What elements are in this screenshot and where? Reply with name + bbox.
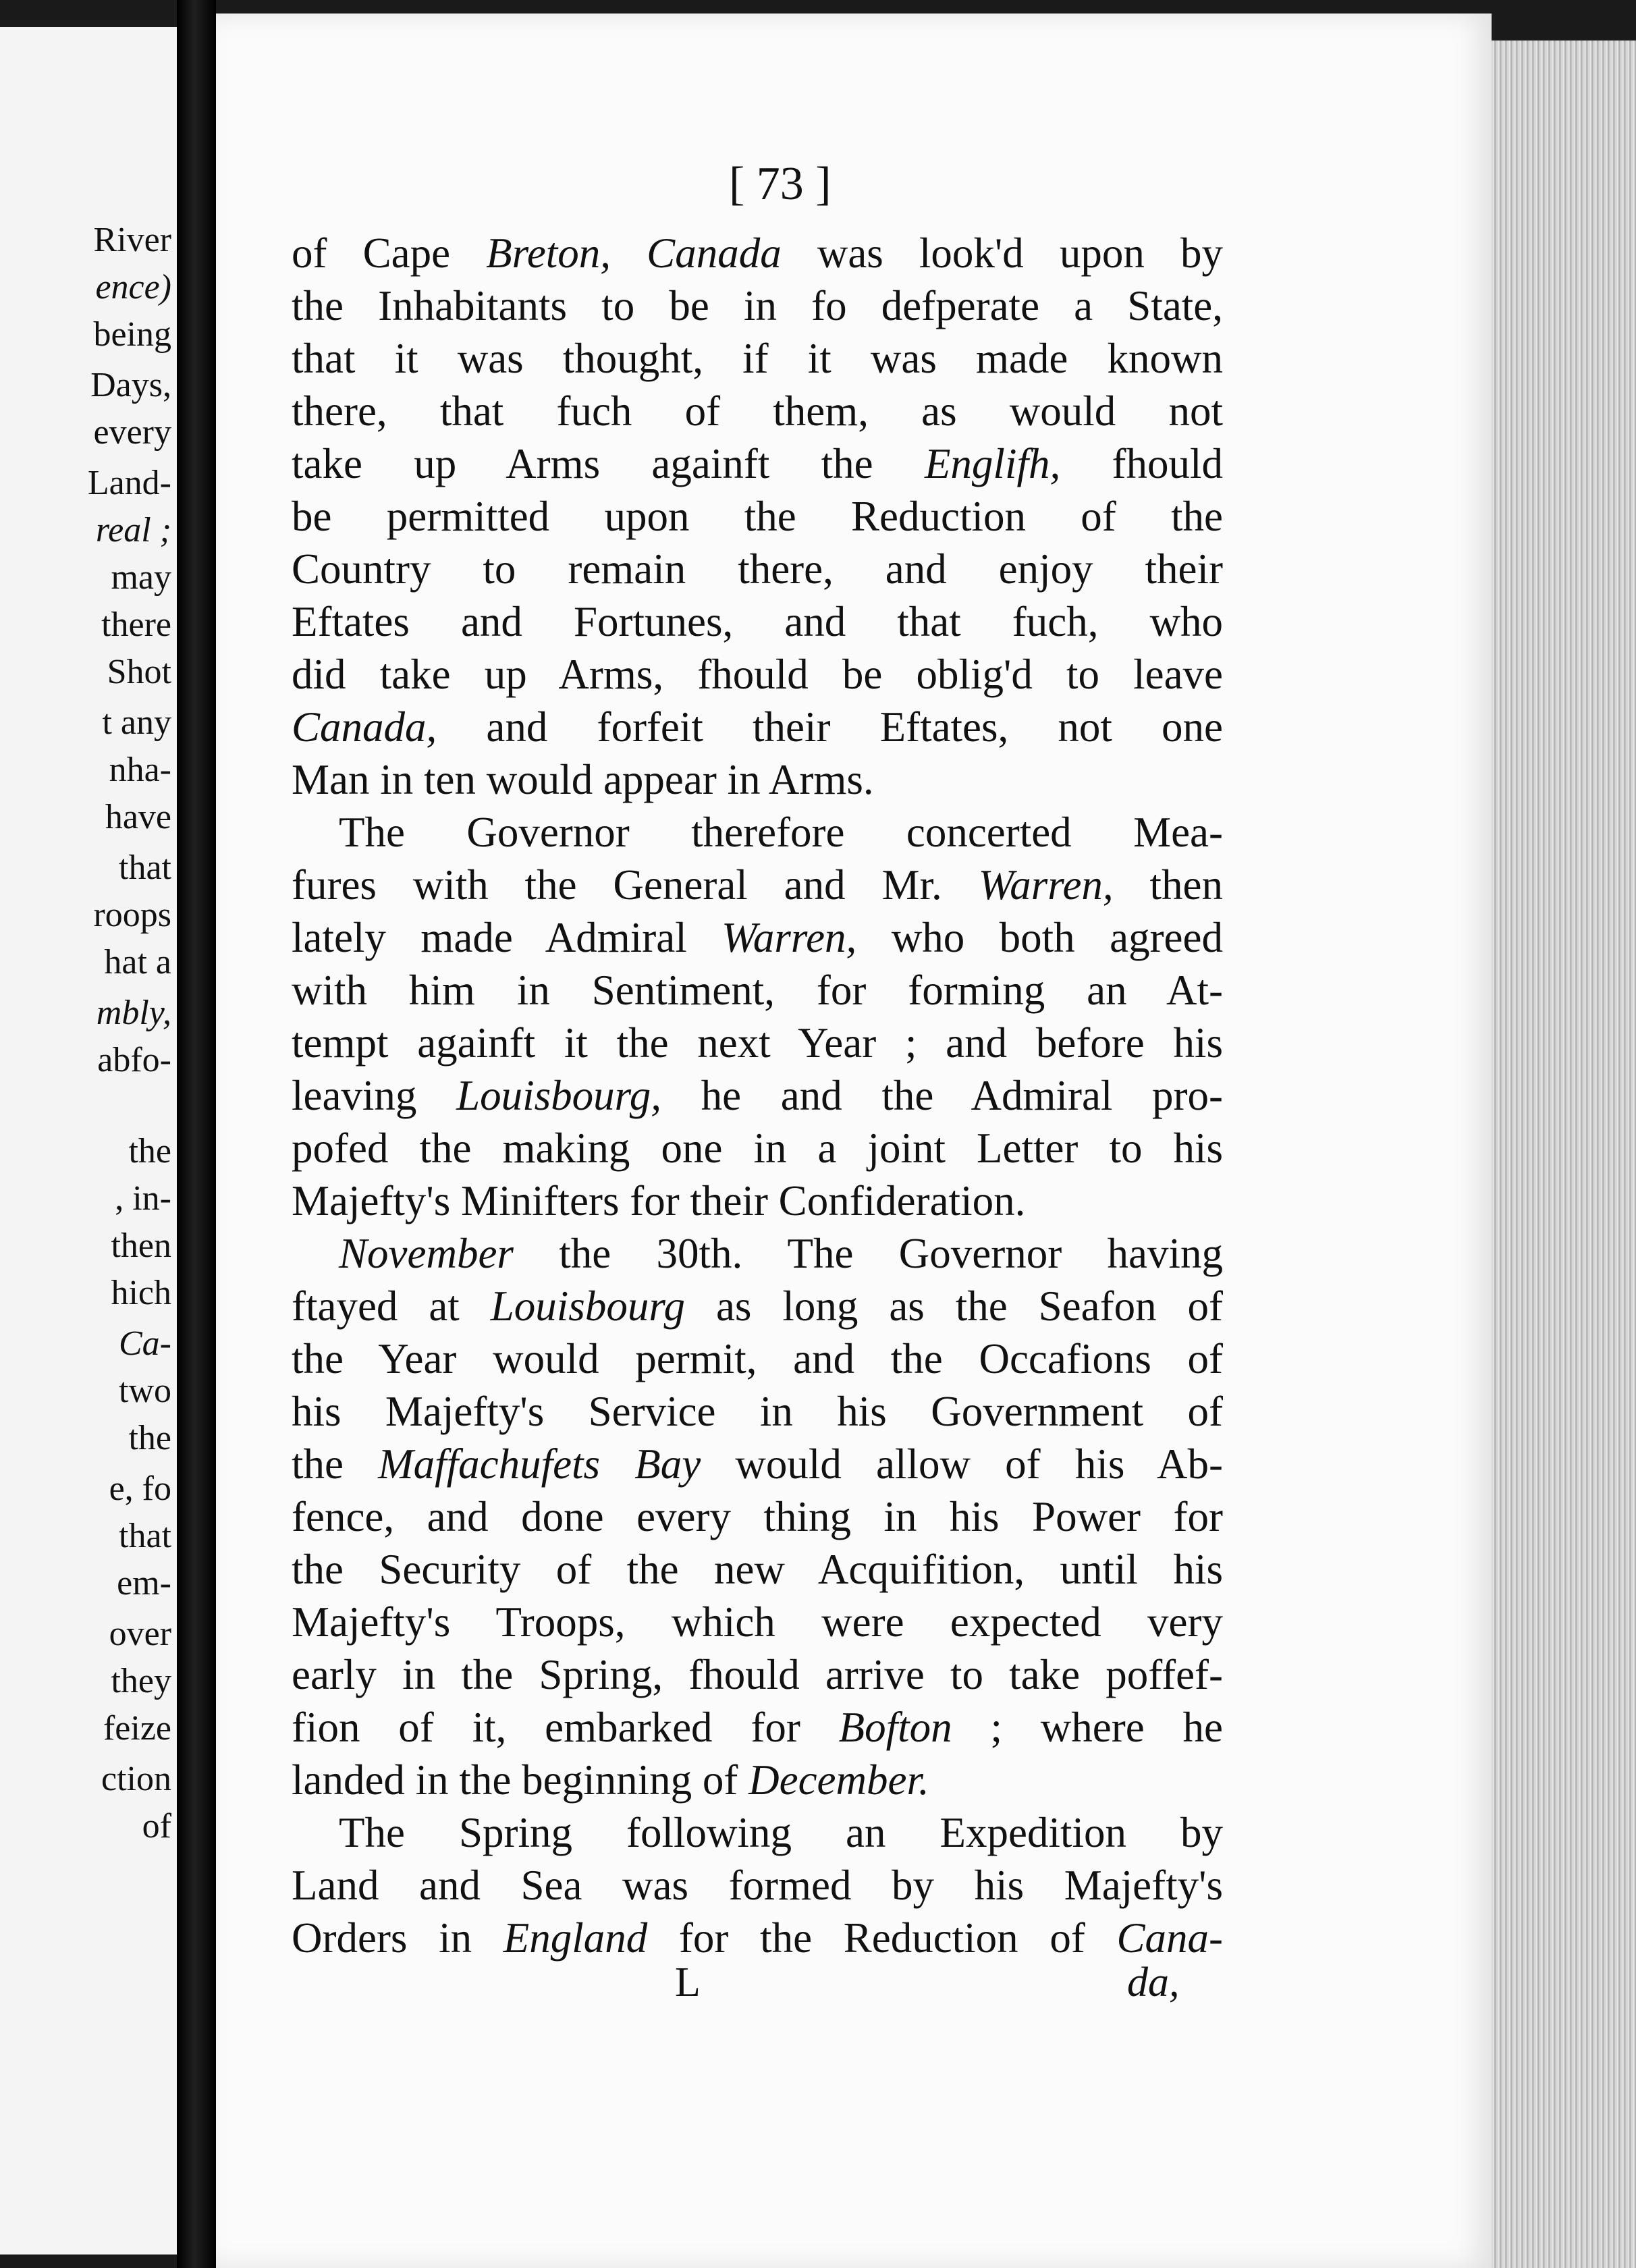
text-line bbox=[292, 648, 1223, 701]
italic-text: Louisbourg, bbox=[456, 1072, 662, 1119]
text-line bbox=[292, 1069, 1223, 1122]
left-page-fragment: , in- bbox=[115, 1179, 171, 1218]
text-segment: Majefty's Troops, which were expected very bbox=[292, 1598, 1223, 1646]
left-page-fragment: ction bbox=[101, 1760, 171, 1798]
italic-text: Cana- bbox=[1116, 1914, 1223, 1962]
text-line bbox=[292, 1648, 1223, 1701]
left-page-fragment: t any bbox=[102, 703, 171, 742]
text-line bbox=[292, 490, 1223, 543]
left-page-fragment: that bbox=[119, 848, 171, 887]
text-line bbox=[292, 806, 1223, 859]
text-line bbox=[292, 859, 1223, 911]
text-segment: Majefty's Minifters for their Confideration. bbox=[292, 1177, 1026, 1224]
text-line bbox=[292, 1122, 1223, 1174]
left-page-fragment: nha- bbox=[109, 751, 171, 789]
text-segment: fence, and done every thing in his Power for bbox=[292, 1493, 1223, 1540]
text-line bbox=[292, 1859, 1223, 1912]
text-segment: the bbox=[292, 1440, 379, 1488]
text-segment: early in the Spring, fhould arrive to take poffef- bbox=[292, 1651, 1223, 1698]
text-segment: the 30th. The Governor having bbox=[513, 1230, 1223, 1277]
text-segment: who both agreed bbox=[856, 914, 1223, 961]
text-segment: fion of it, embarked for bbox=[292, 1704, 839, 1751]
text-segment bbox=[611, 230, 647, 277]
signature-mark: L bbox=[675, 1960, 701, 2005]
text-line bbox=[292, 1490, 1223, 1543]
left-page-fragment: of bbox=[142, 1807, 171, 1845]
italic-text: Maffachufets Bay bbox=[378, 1440, 701, 1488]
text-line bbox=[292, 964, 1223, 1017]
text-segment: his Majefty's Service in his Government of bbox=[292, 1388, 1223, 1435]
left-page-fragment: they bbox=[111, 1662, 171, 1700]
text-line bbox=[292, 1438, 1223, 1490]
text-segment: the Year would permit, and the Occafions of bbox=[292, 1335, 1223, 1382]
text-line bbox=[292, 595, 1223, 648]
left-page-fragment: that bbox=[119, 1517, 171, 1555]
text-segment: be permitted upon the Reduction of the bbox=[292, 493, 1223, 540]
text-segment: and forfeit their Eftates, not one bbox=[437, 703, 1223, 751]
text-segment: then bbox=[1113, 861, 1223, 909]
left-page-fragment: hat a bbox=[104, 943, 171, 981]
italic-text: Louisbourg bbox=[490, 1282, 686, 1330]
italic-text: Breton, bbox=[486, 230, 611, 277]
text-line bbox=[292, 332, 1223, 385]
text-line bbox=[292, 543, 1223, 595]
text-segment: there, that fuch of them, as would not bbox=[292, 387, 1223, 435]
left-page-fragment: feize bbox=[103, 1709, 171, 1748]
left-page-fragment: mbly, bbox=[96, 994, 171, 1032]
left-page-fragment: being bbox=[93, 315, 171, 354]
left-page-fragment: hich bbox=[111, 1274, 171, 1312]
book-gutter bbox=[177, 0, 216, 2268]
text-line bbox=[292, 1280, 1223, 1332]
left-page-fragment: River bbox=[93, 221, 171, 259]
catchword: da, bbox=[1127, 1960, 1180, 2005]
text-line bbox=[292, 1174, 1223, 1227]
text-line bbox=[292, 1017, 1223, 1069]
italic-text: Warren, bbox=[978, 861, 1114, 909]
text-segment: as long as the Seafon of bbox=[685, 1282, 1224, 1330]
text-line bbox=[292, 1701, 1223, 1754]
text-segment: would allow of his Ab- bbox=[701, 1440, 1224, 1488]
facing-page-left bbox=[0, 27, 177, 2254]
text-segment: landed in the beginning of bbox=[292, 1756, 749, 1804]
text-line bbox=[292, 437, 1223, 490]
text-segment: Eftates and Fortunes, and that fuch, who bbox=[292, 598, 1223, 645]
book-fore-edge bbox=[1492, 40, 1636, 2268]
text-line bbox=[292, 1543, 1223, 1596]
text-segment: fures with the General and Mr. bbox=[292, 861, 979, 909]
italic-text: England bbox=[503, 1914, 648, 1962]
left-page-fragment: there bbox=[101, 605, 171, 644]
text-segment: that it was thought, if it was made known bbox=[292, 335, 1223, 382]
text-line bbox=[292, 1596, 1223, 1648]
text-line bbox=[292, 753, 1223, 806]
italic-text: Englifh, bbox=[924, 440, 1061, 487]
left-page-fragment: every bbox=[93, 413, 171, 452]
text-segment: Country to remain there, and enjoy their bbox=[292, 545, 1223, 593]
text-segment: with him in Sentiment, for forming an At- bbox=[292, 967, 1223, 1014]
left-page-fragment: Days, bbox=[90, 366, 171, 404]
text-segment: of Cape bbox=[292, 230, 487, 277]
left-page-fragment: Shot bbox=[107, 653, 171, 691]
italic-text: Bofton bbox=[838, 1704, 952, 1751]
text-segment: ftayed at bbox=[292, 1282, 491, 1330]
left-page-fragment: real ; bbox=[95, 511, 171, 549]
text-segment: Land and Sea was formed by his Majefty's bbox=[292, 1862, 1223, 1909]
text-segment: he and the Admiral pro- bbox=[661, 1072, 1223, 1119]
text-line bbox=[292, 227, 1223, 279]
left-page-fragment: the bbox=[128, 1419, 171, 1457]
left-page-fragment: roops bbox=[93, 896, 171, 934]
text-line bbox=[292, 385, 1223, 437]
italic-text: Warren, bbox=[721, 914, 857, 961]
left-page-fragment: two bbox=[119, 1372, 171, 1410]
text-segment: tempt againft it the next Year ; and before his bbox=[292, 1019, 1223, 1066]
left-page-fragment: have bbox=[105, 798, 171, 836]
text-segment: leaving bbox=[292, 1072, 457, 1119]
left-page-fragment: em- bbox=[117, 1564, 171, 1602]
italic-text: November bbox=[339, 1230, 514, 1277]
left-page-fragment: abfo- bbox=[97, 1041, 171, 1079]
text-line bbox=[292, 1754, 1223, 1806]
left-page-fragment: over bbox=[109, 1615, 171, 1653]
italic-text: Canada, bbox=[292, 703, 437, 751]
text-line bbox=[292, 911, 1223, 964]
text-segment: was look'd upon by bbox=[781, 230, 1223, 277]
text-segment: fhould bbox=[1060, 440, 1224, 487]
text-line bbox=[292, 1227, 1223, 1280]
text-segment: The Governor therefore concerted Mea- bbox=[339, 809, 1223, 856]
text-segment: the Security of the new Acquifition, until his bbox=[292, 1546, 1223, 1593]
left-page-fragment: ence) bbox=[95, 268, 171, 306]
text-segment: did take up Arms, fhould be oblig'd to leave bbox=[292, 651, 1223, 698]
text-line bbox=[292, 1385, 1223, 1438]
text-segment: take up Arms againft the bbox=[292, 440, 925, 487]
text-line bbox=[292, 1332, 1223, 1385]
left-page-fragment: e, fo bbox=[109, 1469, 171, 1508]
left-page-fragment: then bbox=[111, 1226, 171, 1265]
left-page-fragment: Land- bbox=[87, 464, 171, 502]
text-segment: Orders in bbox=[292, 1914, 503, 1962]
text-line bbox=[292, 1912, 1223, 1964]
text-segment: pofed the making one in a joint Letter to his bbox=[292, 1125, 1223, 1172]
text-line bbox=[292, 279, 1223, 332]
text-line bbox=[292, 701, 1223, 753]
left-page-fragment: the bbox=[128, 1132, 171, 1170]
left-page-fragment: may bbox=[111, 558, 171, 597]
page-body-text bbox=[292, 227, 1223, 1964]
text-segment: the Inhabitants to be in fo defperate a State, bbox=[292, 282, 1223, 329]
text-segment: ; where he bbox=[952, 1704, 1223, 1751]
text-segment: The Spring following an Expedition by bbox=[339, 1809, 1223, 1856]
text-line bbox=[292, 1806, 1223, 1859]
text-segment: for the Reduction of bbox=[647, 1914, 1117, 1962]
page-number: [ 73 ] bbox=[729, 158, 831, 210]
italic-text: December. bbox=[748, 1756, 929, 1804]
left-page-fragment: Ca- bbox=[119, 1324, 171, 1363]
italic-text: Canada bbox=[647, 230, 782, 277]
text-segment: lately made Admiral bbox=[292, 914, 722, 961]
text-segment: Man in ten would appear in Arms. bbox=[292, 756, 874, 803]
